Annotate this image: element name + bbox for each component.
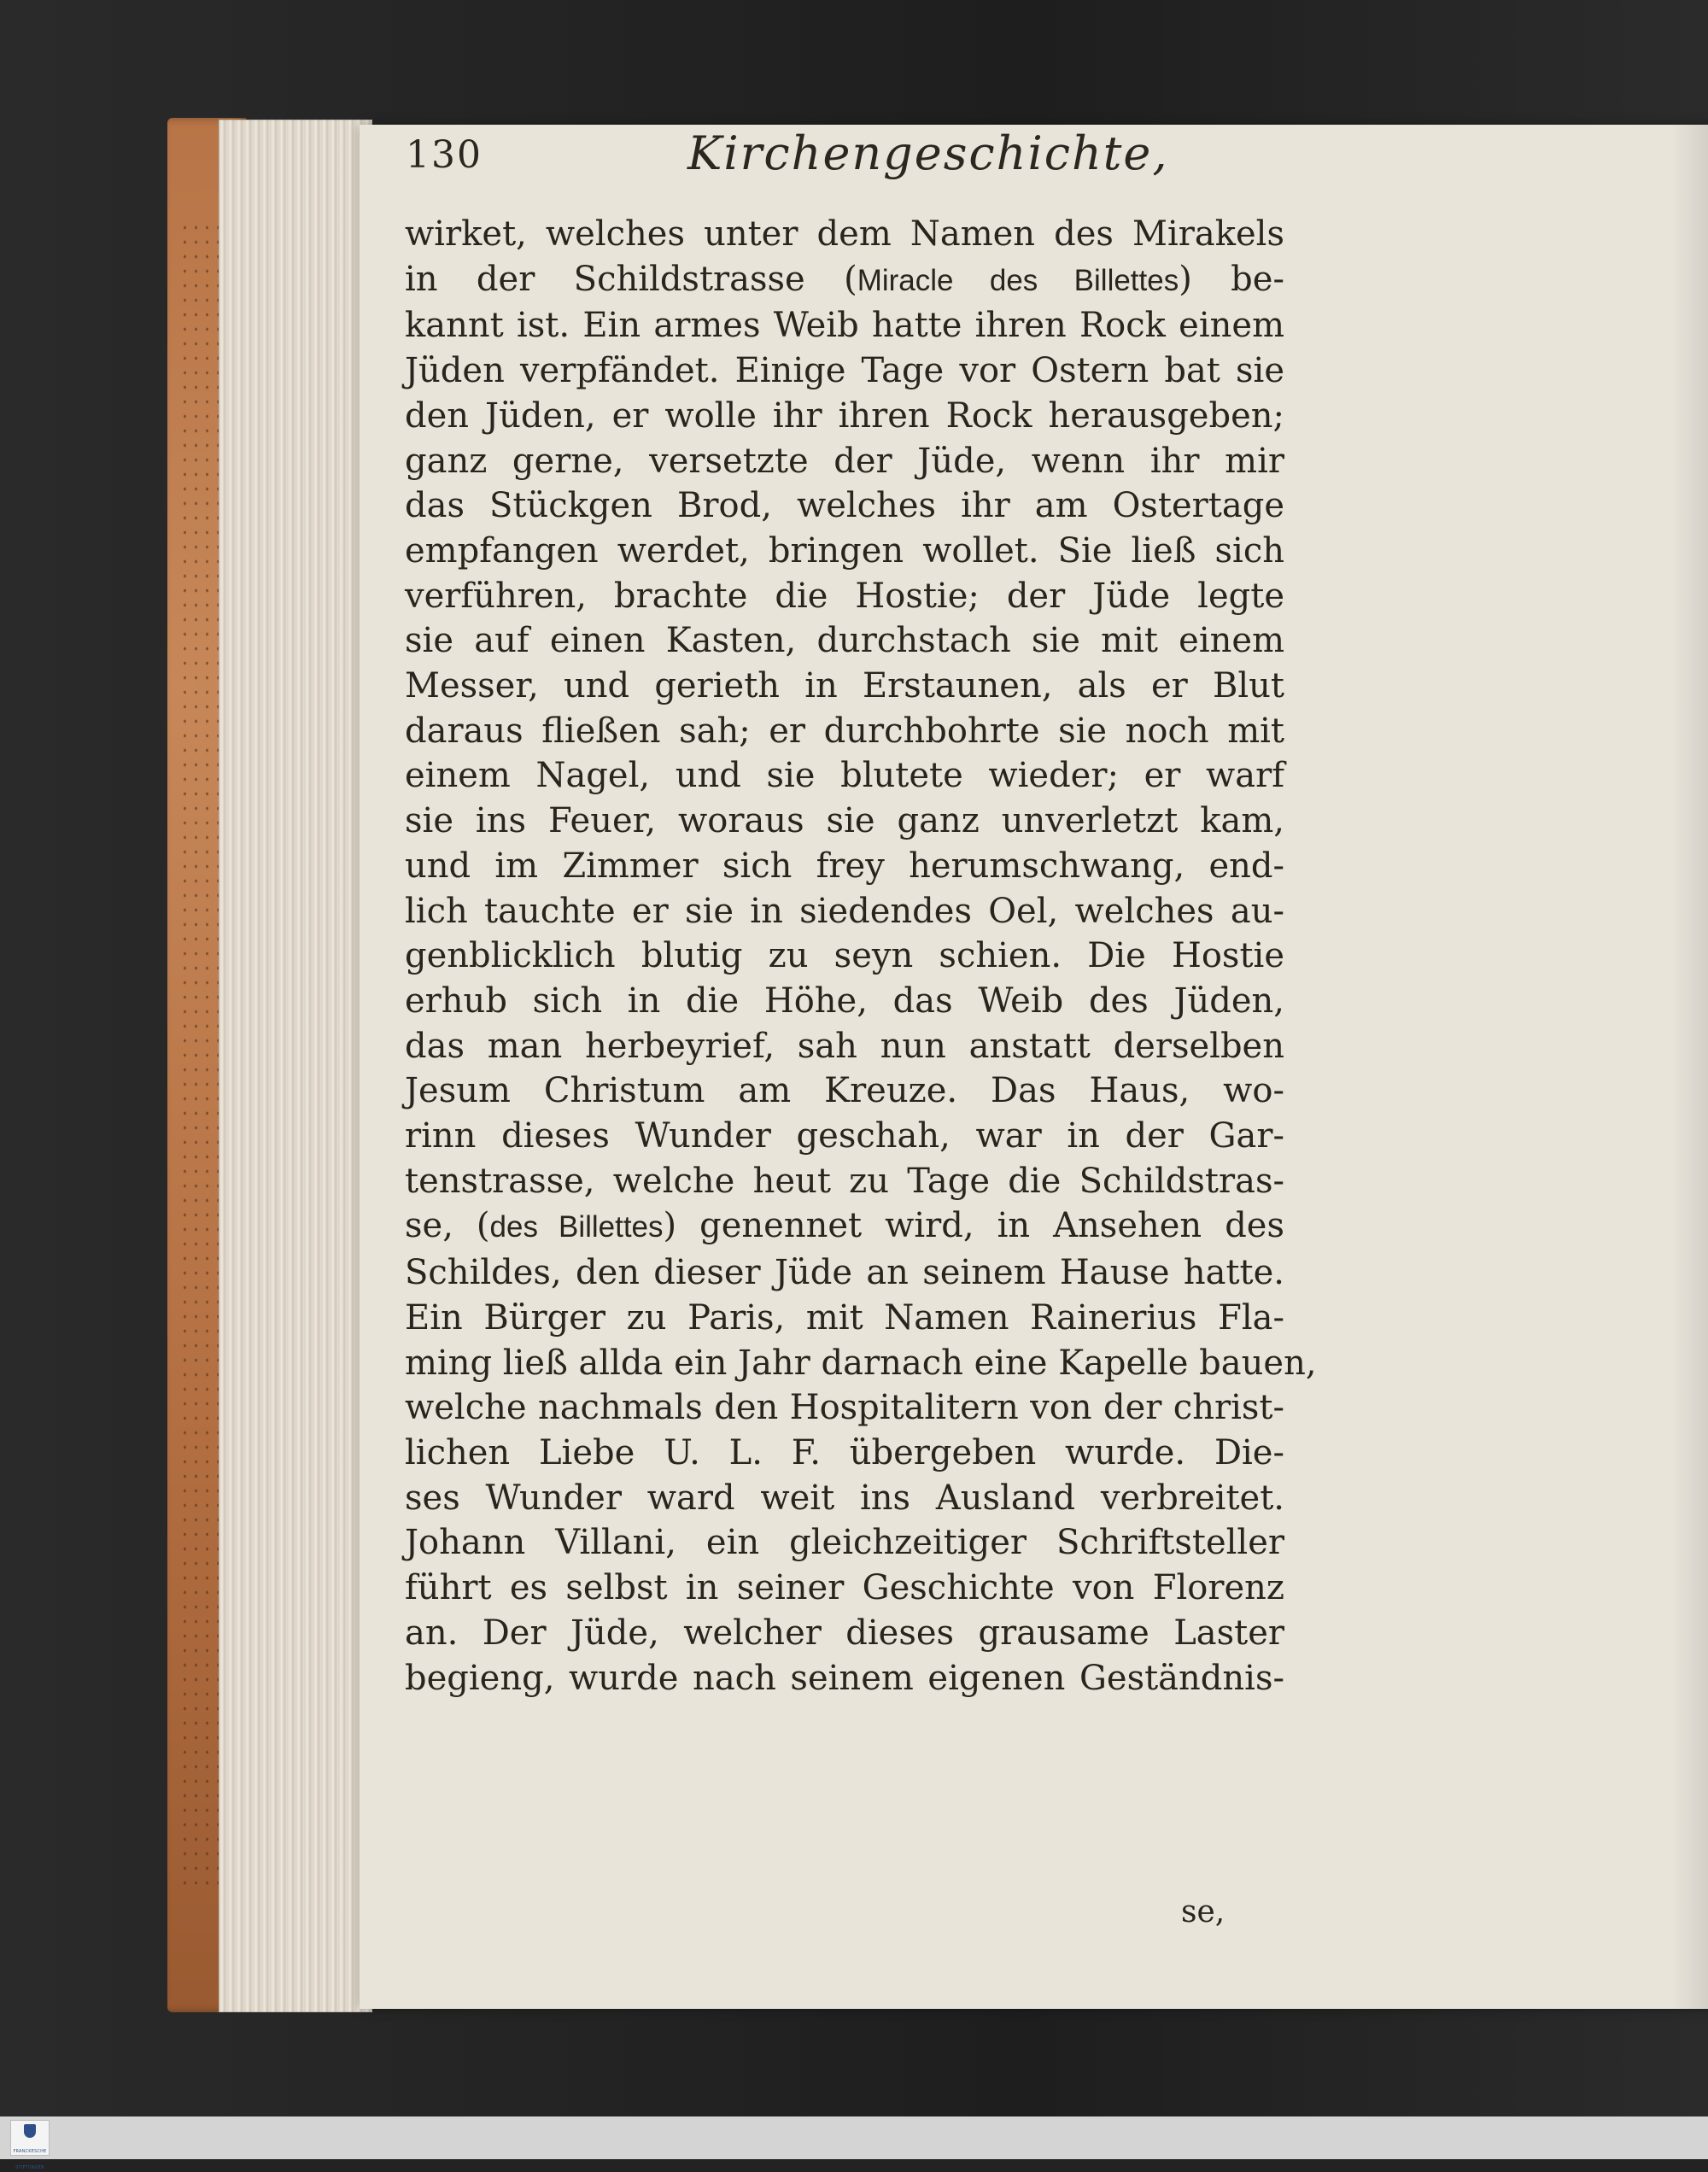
text-line: erhub sich in die Höhe, das Weib des Jüden, bbox=[405, 981, 1284, 1021]
text-line: empfangen werdet, bringen wollet. Sie ließ sich bbox=[405, 530, 1284, 571]
text-line: Johann Villani, ein gleichzeitiger Schriftsteller bbox=[405, 1523, 1284, 1563]
text-line: Ein Bürger zu Paris, mit Namen Rainerius Fla- bbox=[405, 1297, 1284, 1338]
text-line: verführen, brachte die Hostie; der Jüde legte bbox=[405, 576, 1284, 616]
page-stack-edges bbox=[219, 120, 372, 2012]
text-line: führt es selbst in seiner Geschichte von Florenz bbox=[405, 1568, 1284, 1608]
text-line: den Jüden, er wolle ihr ihren Rock herausgeben; bbox=[405, 395, 1284, 436]
text-line: das Stückgen Brod, welches ihr am Ostertage bbox=[405, 486, 1284, 526]
text-line: ganz gerne, versetzte der Jüde, wenn ihr mir bbox=[405, 441, 1284, 481]
viewer-footer bbox=[0, 2116, 1708, 2170]
text-line: ming ließ allda ein Jahr darnach eine Kapelle bauen, bbox=[405, 1343, 1317, 1383]
text-line: das man herbeyrief, sah nun anstatt derselben bbox=[405, 1026, 1284, 1066]
text-line: Jüden verpfändet. Einige Tage vor Ostern bat sie bbox=[405, 351, 1284, 391]
body-text bbox=[405, 212, 1317, 1701]
text-line: sie ins Feuer, woraus sie ganz unverletzt kam, bbox=[405, 801, 1284, 841]
page-title: Kirchengeschichte, bbox=[687, 126, 1169, 180]
institution-logo[interactable] bbox=[10, 2120, 50, 2170]
text-line: daraus fließen sah; er durchbohrte sie noch mit bbox=[405, 711, 1284, 751]
text-line: in der Schildstrasse (Miracle des Billettes) be- bbox=[405, 259, 1284, 299]
text-line: kannt ist. Ein armes Weib hatte ihren Rock einem bbox=[405, 306, 1284, 346]
crest-icon bbox=[24, 2124, 36, 2138]
text-line: Jesum Christum am Kreuze. Das Haus, wo- bbox=[405, 1071, 1284, 1111]
text-line: tenstrasse, welche heut zu Tage die Schildstras- bbox=[405, 1161, 1284, 1201]
text-line: ses Wunder ward weit ins Ausland verbreitet. bbox=[405, 1478, 1284, 1518]
text-line: begieng, wurde nach seinem eigenen Geständnis- bbox=[405, 1658, 1284, 1698]
text-line: wirket, welches unter dem Namen des Mirakels bbox=[405, 214, 1284, 254]
text-line: lichen Liebe U. L. F. übergeben wurde. Die- bbox=[405, 1432, 1284, 1472]
logo-text: FRANCKESCHE STIFTUNGEN bbox=[13, 2149, 47, 2170]
text-line: einem Nagel, und sie blutete wieder; er warf bbox=[405, 756, 1284, 796]
catchword: se, bbox=[1181, 1894, 1225, 1929]
text-line: und im Zimmer sich frey herumschwang, end- bbox=[405, 846, 1284, 886]
page-number: 130 bbox=[406, 133, 483, 177]
text-line: se, (des Billettes) genennet wird, in Ansehen des bbox=[405, 1206, 1284, 1246]
text-line: rinn dieses Wunder geschah, war in der Gar- bbox=[405, 1116, 1284, 1156]
text-line: Messer, und gerieth in Erstaunen, als er Blut bbox=[405, 666, 1284, 706]
text-line: welche nachmals den Hospitalitern von der christ- bbox=[405, 1388, 1284, 1428]
gutter-shadow bbox=[1670, 125, 1708, 2009]
text-line: an. Der Jüde, welcher dieses grausame Laster bbox=[405, 1613, 1284, 1653]
running-head bbox=[406, 126, 1174, 186]
text-line: lich tauchte er sie in siedendes Oel, welches au- bbox=[405, 891, 1284, 931]
text-line: genblicklich blutig zu seyn schien. Die Hostie bbox=[405, 936, 1284, 976]
text-line: Schildes, den dieser Jüde an seinem Hause hatte. bbox=[405, 1253, 1284, 1293]
text-line: sie auf einen Kasten, durchstach sie mit einem bbox=[405, 621, 1284, 661]
